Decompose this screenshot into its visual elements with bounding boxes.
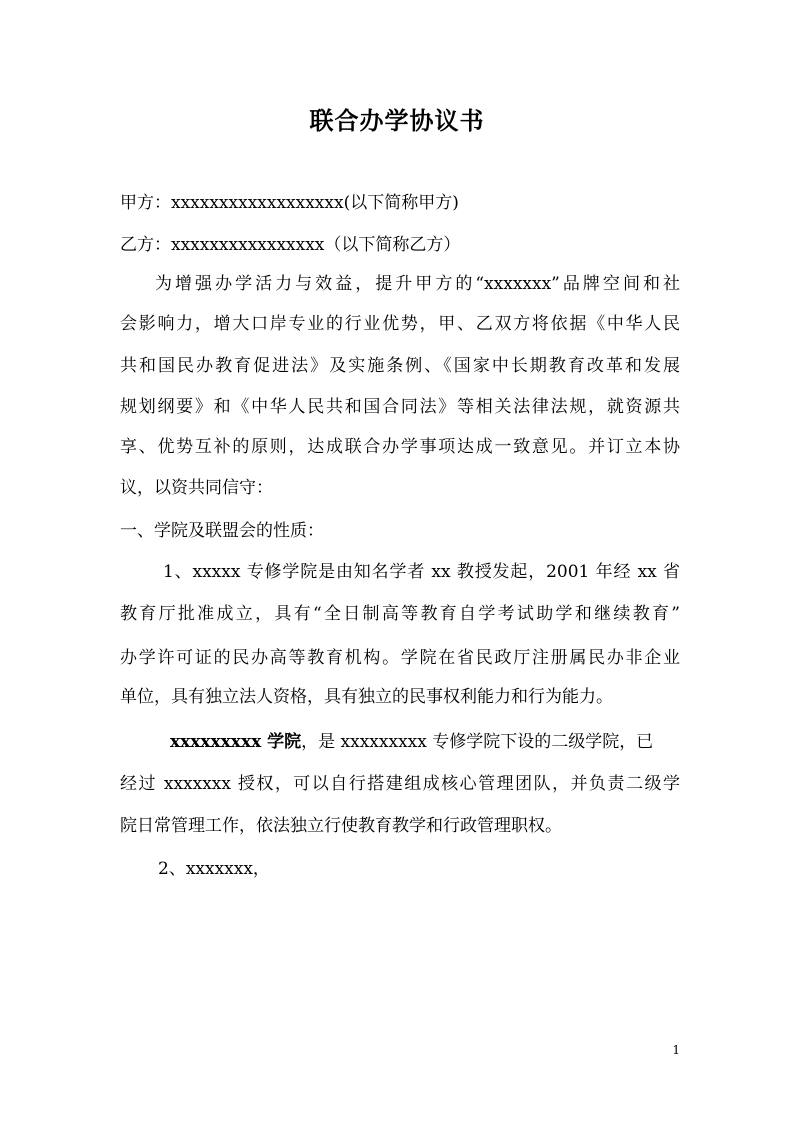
item-1b-first-line bbox=[170, 731, 680, 753]
item-1b-line: 院日常管理工作，依法独立行使教育教学和行政管理职权。 bbox=[120, 816, 562, 836]
item-1b-first-line-rest: ，是 xxxxxxxxx 专修学院下设的二级学院，已 bbox=[301, 732, 654, 752]
document-title: 联合办学协议书 bbox=[309, 106, 485, 135]
intro-paragraph-line: 规划纲要》和《中华人民共和国合同法》等相关法律法规，就资源共 bbox=[120, 397, 680, 417]
party-b-line: 乙方：xxxxxxxxxxxxxxxx（以下简称乙方） bbox=[120, 235, 461, 255]
item-1-line: 单位，具有独立法人资格，具有独立的民事权利能力和行为能力。 bbox=[120, 687, 613, 707]
intro-paragraph-line: 共和国民办教育促进法》及实施条例、《国家中长期教育改革和发展 bbox=[120, 356, 680, 376]
page-number: 1 bbox=[672, 1043, 680, 1057]
section-1-heading: 一、学院及联盟会的性质： bbox=[120, 521, 324, 541]
intro-paragraph-line: 议，以资共同信守： bbox=[120, 478, 273, 498]
intro-paragraph-line: 享、优势互补的原则，达成联合办学事项达成一致意见。并订立本协 bbox=[120, 437, 680, 457]
intro-paragraph-line: 会影响力，增大口岸专业的行业优势，甲、乙双方将依据《中华人民 bbox=[120, 314, 680, 334]
item-1b-line: 经过 xxxxxxx 授权，可以自行搭建组成核心管理团队，并负责二级学 bbox=[120, 774, 680, 794]
party-a-line: 甲方：xxxxxxxxxxxxxxxxxx(以下简称甲方) bbox=[120, 193, 459, 213]
item-1-line: 办学许可证的民办高等教育机构。学院在省民政厅注册属民办非企业 bbox=[120, 648, 680, 668]
item-2-line: 2、xxxxxxx， bbox=[158, 859, 270, 879]
item-1-line: 教育厅批准成立，具有“全日制高等教育自学考试助学和继续教育” bbox=[120, 604, 680, 624]
item-1-line: 1、xxxxx 专修学院是由知名学者 xx 教授发起，2001 年经 xx 省 bbox=[163, 562, 680, 582]
college-name: xxxxxxxxx 学院 bbox=[170, 732, 302, 752]
intro-paragraph-line: 为增强办学活力与效益，提升甲方的“xxxxxxx”品牌空间和社 bbox=[155, 274, 680, 294]
